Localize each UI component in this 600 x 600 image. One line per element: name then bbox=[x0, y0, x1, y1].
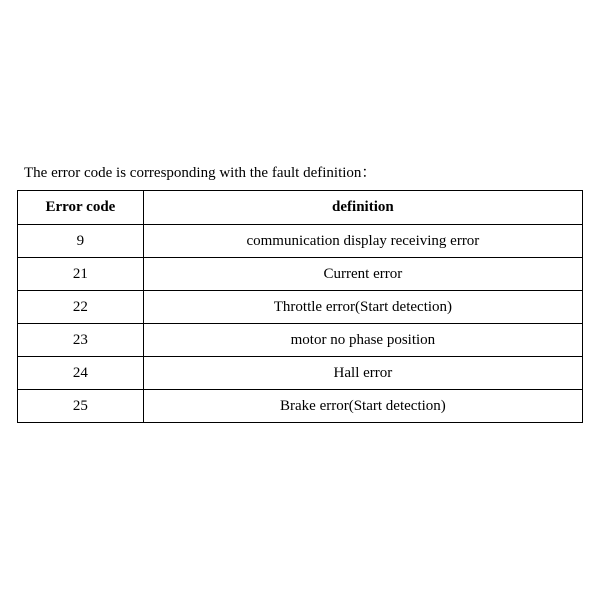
intro-text: The error code is corresponding with the fault definition： bbox=[24, 165, 377, 181]
error-code-cell: 9 bbox=[18, 225, 144, 258]
table-row bbox=[18, 225, 583, 258]
definition-cell: Hall error bbox=[143, 357, 582, 390]
table-row bbox=[18, 357, 583, 390]
table-row bbox=[18, 291, 583, 324]
header-error-code: Error code bbox=[18, 191, 144, 225]
error-code-cell: 21 bbox=[18, 258, 144, 291]
definition-cell: Current error bbox=[143, 258, 582, 291]
table-row bbox=[18, 324, 583, 357]
error-code-cell: 22 bbox=[18, 291, 144, 324]
table-header-row bbox=[18, 191, 583, 225]
error-code-cell: 25 bbox=[18, 390, 144, 423]
table-row bbox=[18, 258, 583, 291]
definition-cell: motor no phase position bbox=[143, 324, 582, 357]
definition-cell: communication display receiving error bbox=[143, 225, 582, 258]
error-code-table bbox=[17, 190, 583, 423]
definition-cell: Brake error(Start detection) bbox=[143, 390, 582, 423]
definition-cell: Throttle error(Start detection) bbox=[143, 291, 582, 324]
error-code-cell: 24 bbox=[18, 357, 144, 390]
header-definition: definition bbox=[143, 191, 582, 225]
error-code-cell: 23 bbox=[18, 324, 144, 357]
table-row bbox=[18, 390, 583, 423]
